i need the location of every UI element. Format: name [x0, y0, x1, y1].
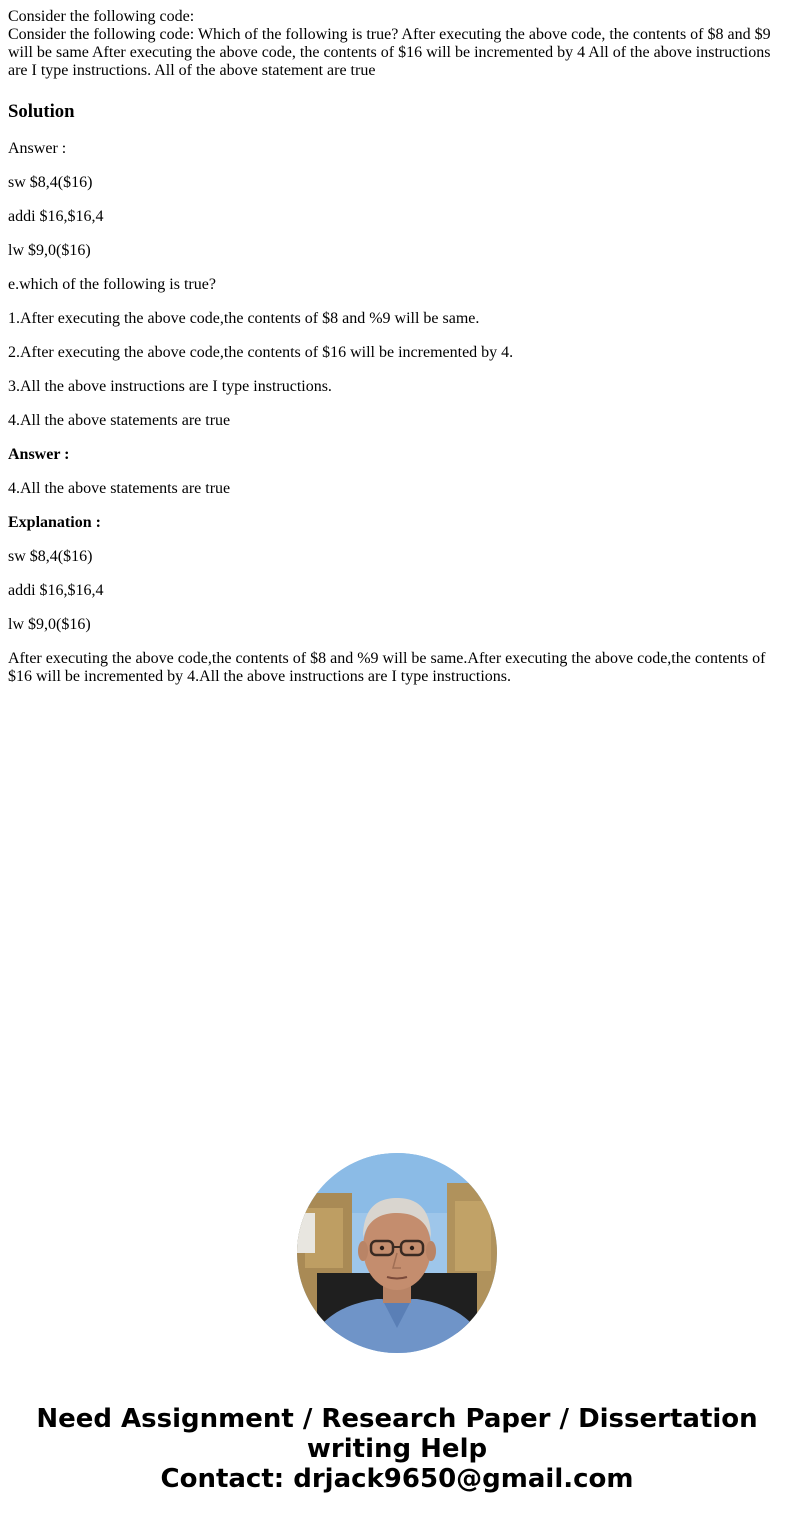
solution-heading: Solution: [8, 101, 75, 122]
solution-line: e.which of the following is true?: [8, 276, 216, 293]
promo-line-1: Need Assignment / Research Paper / Dissertation: [36, 1404, 758, 1434]
promo-banner: [0, 1404, 794, 1494]
solution-line: sw $8,4($16): [8, 548, 93, 565]
solution-label: Answer :: [8, 446, 70, 463]
promo-line-2: writing Help: [306, 1434, 488, 1464]
solution-label: Explanation :: [8, 514, 101, 531]
promo-contact: Contact: drjack9650@gmail.com: [160, 1464, 634, 1494]
solution-line: 3.All the above instructions are I type instructions.: [8, 378, 332, 395]
solution-line: 2.After executing the above code,the contents of $16 will be incremented by 4.: [8, 344, 514, 361]
solution-line: lw $9,0($16): [8, 242, 91, 259]
avatar-portrait-image: [297, 1153, 497, 1353]
document-content: [8, 8, 786, 702]
author-avatar: [297, 1153, 497, 1353]
solution-list: [8, 140, 786, 686]
solution-line: sw $8,4($16): [8, 174, 93, 191]
question-title: Consider the following code:: [8, 8, 195, 25]
question-body: Consider the following code: Which of the following is true? After executing the above code, the contents of $8 and $9 will be same After executing the above code, the contents of $16 will be incremented by 4 All of the above instructions are I type instructions. All of the above statement are true: [8, 26, 771, 79]
solution-line: After executing the above code,the contents of $8 and %9 will be same.After executing the above code,the contents of $16 will be incremented by 4.All the above instructions are I type instructions.: [8, 650, 766, 685]
solution-line: addi $16,$16,4: [8, 208, 104, 225]
solution-line: 1.After executing the above code,the contents of $8 and %9 will be same.: [8, 310, 480, 327]
solution-line: 4.All the above statements are true: [8, 480, 231, 497]
solution-line: Answer :: [8, 140, 67, 157]
solution-line: 4.All the above statements are true: [8, 412, 231, 429]
solution-line: addi $16,$16,4: [8, 582, 104, 599]
solution-line: lw $9,0($16): [8, 616, 91, 633]
